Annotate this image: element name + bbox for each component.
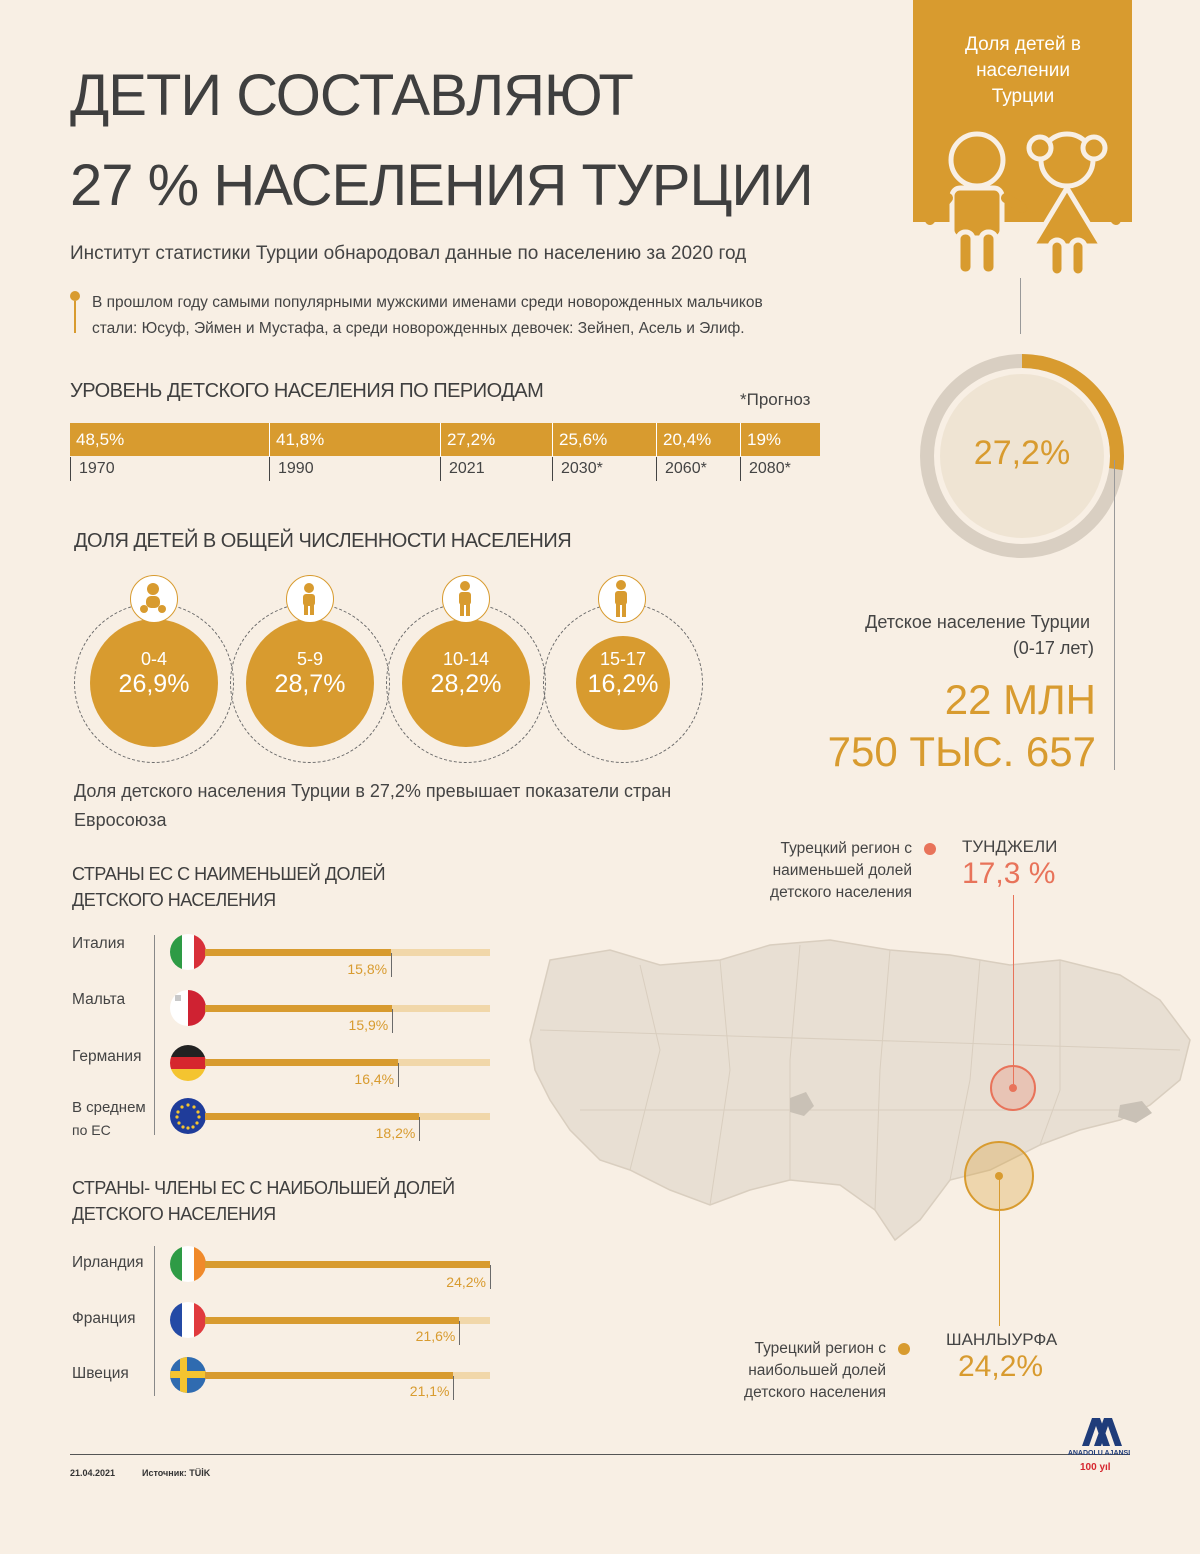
highest-eu-title-2: ДЕТСКОГО НАСЕЛЕНИЯ xyxy=(72,1204,276,1224)
lowest-eu-title-2: ДЕТСКОГО НАСЕЛЕНИЯ xyxy=(72,890,276,910)
low-region-name: ТУНДЖЕЛИ xyxy=(962,837,1058,856)
timeline-title: УРОВЕНЬ ДЕТСКОГО НАСЕЛЕНИЯ ПО ПЕРИОДАМ xyxy=(70,380,544,402)
timeline-pct-2080: 19% xyxy=(740,423,781,456)
age-bubble-0-4 xyxy=(90,619,218,747)
highest-eu-title-1: СТРАНЫ- ЧЛЕНЫ ЕС С НАИБОЛЬШЕЙ ДОЛЕЙ xyxy=(72,1178,455,1198)
bar-ireland xyxy=(205,1261,490,1268)
value-germany: 16,4% xyxy=(354,1071,395,1087)
timeline-pct-2021: 27,2% xyxy=(440,423,495,456)
value-sweden: 21,1% xyxy=(409,1383,450,1399)
ireland-flag-icon xyxy=(170,1246,206,1282)
high-region-desc: Турецкий регион с наибольшей долей детского населения xyxy=(744,1340,886,1401)
high-legend-dot xyxy=(898,1343,910,1355)
population-label-1: Детское население Турции xyxy=(865,612,1090,632)
high-region-pct: 24,2% xyxy=(958,1350,1044,1383)
badge-connector xyxy=(1020,278,1021,334)
age-bubble-15-17 xyxy=(576,636,670,730)
pin-icon xyxy=(70,291,80,301)
footer-date: 21.04.2021 xyxy=(70,1468,116,1478)
timeline-pct-2060: 20,4% xyxy=(656,423,711,456)
children-icon xyxy=(922,128,1122,278)
age-pct: 16,2% xyxy=(587,670,659,698)
country-france: Франция xyxy=(72,1310,136,1327)
value-malta: 15,9% xyxy=(348,1017,389,1033)
timeline-year-1970: 1970 xyxy=(70,457,115,481)
tunceli-connector xyxy=(1013,895,1014,1087)
bar-tick xyxy=(392,1009,393,1033)
country-ireland: Ирландия xyxy=(72,1254,144,1271)
value-italy: 15,8% xyxy=(347,961,388,977)
timeline-year-2030: 2030* xyxy=(552,457,603,481)
bar-tick xyxy=(419,1117,420,1141)
italy-flag-icon xyxy=(170,934,206,970)
high-region-name: ШАНЛЫУРФА xyxy=(946,1330,1058,1349)
forecast-note: *Прогноз xyxy=(740,390,811,409)
germany-flag-icon xyxy=(170,1045,206,1081)
bar-malta xyxy=(205,1005,392,1012)
anadolu-logo-icon xyxy=(1078,1412,1122,1448)
brand-anniversary: 100 yıl xyxy=(1080,1462,1111,1473)
lowest-eu-axis xyxy=(154,935,155,1135)
value-france: 21,6% xyxy=(415,1328,456,1344)
age-label: 0-4 xyxy=(140,649,167,669)
timeline-year-2060: 2060* xyxy=(656,457,707,481)
title-line1: ДЕТИ СОСТАВЛЯЮТ xyxy=(70,63,633,128)
age-pct: 28,2% xyxy=(430,670,502,698)
subtitle: Институт статистики Турции обнародовал данные по населению за 2020 год xyxy=(70,243,747,264)
value-ireland: 24,2% xyxy=(446,1274,486,1290)
malta-flag-icon xyxy=(170,990,206,1026)
timeline-year-1990: 1990 xyxy=(269,457,314,481)
low-region-pct: 17,3 % xyxy=(962,857,1056,890)
france-flag-icon xyxy=(170,1302,206,1338)
country-eu-avg-1: В среднем xyxy=(72,1099,146,1116)
child-small-icon xyxy=(286,575,334,623)
turkey-map xyxy=(520,930,1200,1260)
footer-rule xyxy=(70,1454,1130,1455)
donut-value: 27,2% xyxy=(973,434,1071,472)
timeline-pct-2030: 25,6% xyxy=(552,423,607,456)
bar-tick xyxy=(490,1265,491,1289)
age-label: 15-17 xyxy=(599,649,647,669)
highest-eu-axis xyxy=(154,1246,155,1396)
footer-source: Источник: TÜİK xyxy=(142,1468,211,1478)
timeline-year-2080: 2080* xyxy=(740,457,791,481)
country-eu-avg-2: по ЕС xyxy=(72,1122,111,1138)
child-medium-icon xyxy=(442,575,490,623)
age-label: 10-14 xyxy=(442,649,490,669)
country-italy: Италия xyxy=(72,935,125,952)
country-malta: Мальта xyxy=(72,991,126,1008)
bar-tick xyxy=(459,1321,460,1345)
value-eu-avg: 18,2% xyxy=(375,1125,416,1141)
timeline-pct-1970: 48,5% xyxy=(76,430,125,449)
eu-flag-icon xyxy=(170,1098,206,1134)
population-value-2: 750 ТЫС. 657 xyxy=(827,728,1096,775)
low-region-desc: Турецкий регион с наименьшей долей детского населения xyxy=(770,840,912,901)
bar-france xyxy=(205,1317,459,1324)
age-pct: 28,7% xyxy=(274,670,346,698)
age-label: 5-9 xyxy=(296,649,323,669)
title-line2: 27 % НАСЕЛЕНИЯ ТУРЦИИ xyxy=(70,153,813,218)
map-shape xyxy=(530,940,1190,1240)
bar-sweden xyxy=(205,1372,453,1379)
age-bubble-5-9 xyxy=(246,619,374,747)
sweden-flag-icon xyxy=(170,1357,206,1393)
age-caption: Доля детского населения Турции в 27,2% превышает показатели стран Евросоюза xyxy=(74,781,672,830)
low-legend-dot xyxy=(924,843,936,855)
baby-icon xyxy=(130,575,178,623)
bar-eu-avg xyxy=(205,1113,419,1120)
teen-icon xyxy=(598,575,646,623)
country-sweden: Швеция xyxy=(72,1365,129,1382)
timeline-year-2021: 2021 xyxy=(440,457,485,481)
bar-tick xyxy=(391,953,392,977)
age-pct: 26,9% xyxy=(118,670,190,698)
sanliurfa-connector xyxy=(999,1176,1000,1326)
badge-title: Доля детей в населении Турции xyxy=(965,34,1081,107)
population-value-1: 22 МЛН xyxy=(944,676,1096,723)
population-label-2: (0-17 лет) xyxy=(1012,638,1094,658)
country-germany: Германия xyxy=(72,1048,142,1065)
bar-tick xyxy=(453,1376,454,1400)
pin-line xyxy=(74,301,76,333)
bar-tick xyxy=(398,1063,399,1087)
timeline xyxy=(70,423,820,483)
brand-name: ANADOLU AJANSI xyxy=(1067,1450,1131,1457)
bar-italy xyxy=(205,949,391,956)
lowest-eu-title-1: СТРАНЫ ЕС С НАИМЕНЬШЕЙ ДОЛЕЙ xyxy=(72,864,386,884)
age-bubble-10-14 xyxy=(402,619,530,747)
bar-germany xyxy=(205,1059,398,1066)
timeline-pct-1990: 41,8% xyxy=(269,423,324,456)
age-groups-title: ДОЛЯ ДЕТЕЙ В ОБЩЕЙ ЧИСЛЕННОСТИ НАСЕЛЕНИЯ xyxy=(74,530,572,552)
donut-connector xyxy=(1114,460,1115,770)
names-note: В прошлом году самыми популярными мужскими именами среди новорожденных мальчиков стали: Юсуф, Эймен и Мустафа, а среди новорожденных девочек: Зейнеп, Асель и Элиф. xyxy=(92,294,763,337)
